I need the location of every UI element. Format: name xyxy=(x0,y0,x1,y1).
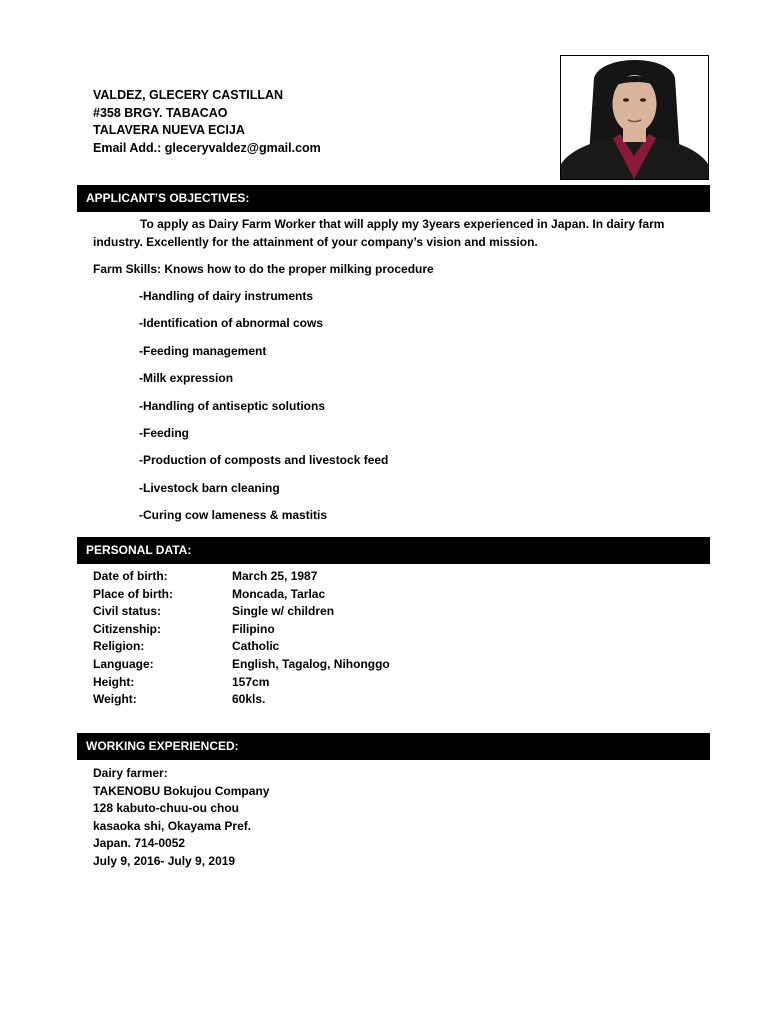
citizenship-label: Citizenship: xyxy=(93,621,161,636)
employment-dates: July 9, 2016- July 9, 2019 xyxy=(93,853,236,868)
personal-data-row xyxy=(93,586,390,604)
skill-item: -Milk expression xyxy=(139,371,234,386)
company-address-line-1: 128 kabuto-chuu-ou chou xyxy=(93,801,240,816)
skill-item: -Livestock barn cleaning xyxy=(139,480,280,495)
language-value: English, Tagalog, Nihonggo xyxy=(232,656,390,671)
working-experience-section-header: WORKING EXPERIENCED: xyxy=(77,733,710,760)
skill-item: -Production of composts and livestock feed xyxy=(139,453,389,468)
skill-item: -Handling of antiseptic solutions xyxy=(139,398,325,413)
personal-data-row xyxy=(93,603,390,621)
date-of-birth-value: March 25, 1987 xyxy=(232,569,318,583)
personal-data-row xyxy=(93,568,390,586)
address-line-1: #358 BRGY. TABACAO xyxy=(93,105,228,120)
skill-item: -Feeding management xyxy=(139,343,267,358)
personal-data-row xyxy=(93,674,390,692)
company-address-line-3: Japan. 714-0052 xyxy=(93,836,186,851)
portrait-illustration xyxy=(561,56,708,179)
civil-status-label: Civil status: xyxy=(93,604,162,619)
email-line: Email Add.: gleceryvaldez@gmail.com xyxy=(93,140,321,155)
skill-item: -Curing cow lameness & mastitis xyxy=(139,508,328,523)
job-title: Dairy farmer: xyxy=(93,766,168,780)
applicant-header xyxy=(93,87,321,157)
civil-status-value: Single w/ children xyxy=(232,604,335,619)
weight-label: Weight: xyxy=(93,692,137,707)
personal-data-row xyxy=(93,656,390,674)
address-line-2: TALAVERA NUEVA ECIJA xyxy=(93,123,245,137)
place-of-birth-value: Moncada, Tarlac xyxy=(232,586,326,601)
personal-data-row xyxy=(93,638,390,656)
religion-value: Catholic xyxy=(232,639,280,654)
applicant-name: VALDEZ, GLECERY CASTILLAN xyxy=(93,88,284,102)
skills-list xyxy=(139,288,388,535)
place-of-birth-label: Place of birth: xyxy=(93,586,174,601)
personal-data-row xyxy=(93,691,390,709)
company-name: TAKENOBU Bokujou Company xyxy=(93,783,270,798)
objectives-section-header: APPLICANT’S OBJECTIVES: xyxy=(77,185,710,212)
citizenship-value: Filipino xyxy=(232,621,275,636)
religion-label: Religion: xyxy=(93,639,145,654)
skill-item: -Identification of abnormal cows xyxy=(139,316,324,331)
company-address-line-2: kasaoka shi, Okayama Pref. xyxy=(93,818,252,833)
working-experience-block xyxy=(93,765,269,871)
applicant-photo xyxy=(560,55,709,180)
height-value: 157cm xyxy=(232,674,270,689)
personal-data-row xyxy=(93,621,390,639)
farm-skills-line: Farm Skills: Knows how to do the proper milking procedure xyxy=(93,262,434,276)
personal-data-section-header: PERSONAL DATA: xyxy=(77,537,710,564)
personal-data-table xyxy=(93,568,390,709)
weight-value: 60kls. xyxy=(232,692,266,707)
height-label: Height: xyxy=(93,674,135,689)
objective-paragraph: To apply as Dairy Farm Worker that will apply my 3years experienced in Japan. In dairy farm industry. Excellently for the attainment of your company’s vision and mission. xyxy=(93,217,665,249)
skill-item: -Feeding xyxy=(139,425,189,440)
language-label: Language: xyxy=(93,656,154,671)
left-eye xyxy=(623,98,629,102)
date-of-birth-label: Date of birth: xyxy=(93,569,168,583)
skill-item: -Handling of dairy instruments xyxy=(139,289,314,303)
right-eye xyxy=(640,98,646,102)
